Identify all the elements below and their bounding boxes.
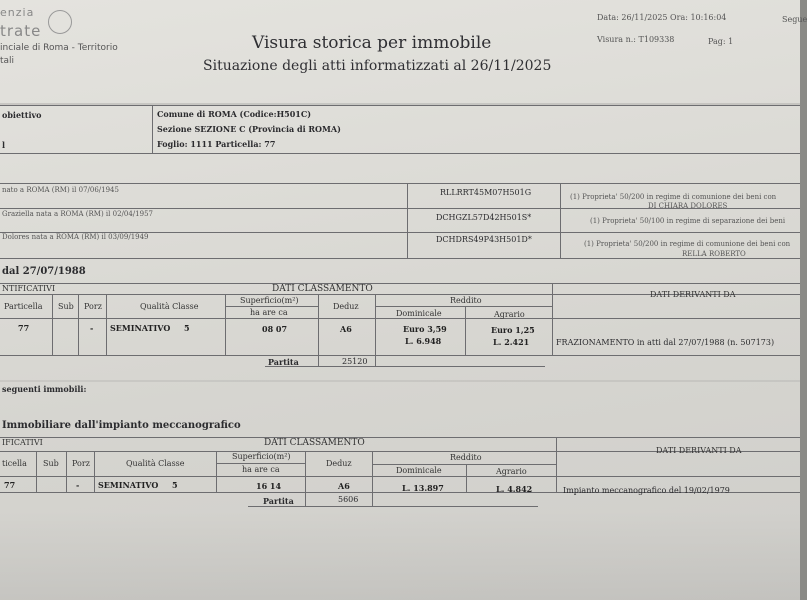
segue-label: Segue — [782, 15, 807, 24]
divider — [560, 183, 561, 258]
divider — [466, 465, 467, 492]
page-subtitle: Situazione degli atti informatizzati al 26/11/2025 — [203, 58, 552, 74]
row-derivanti: FRAZIONAMENTO in atti dal 27/07/1988 (n. 507173) — [556, 338, 775, 347]
owner-2-name: Graziella nata a ROMA (RM) il 02/04/1957 — [2, 210, 153, 218]
divider — [305, 451, 306, 506]
owner-3-name: Dolores nata a ROMA (RM) il 03/09/1949 — [2, 233, 149, 241]
row-2-porz: - — [76, 480, 80, 490]
row-2-particella: 77 — [4, 480, 16, 490]
owner-1-right-2: DI CHIARA DOLORES — [648, 202, 728, 210]
divider — [372, 464, 556, 465]
divider — [36, 451, 37, 492]
sezione: Sezione SEZIONE C (Provincia di ROMA) — [157, 124, 341, 134]
visura-number: Visura n.: T109338 — [597, 35, 675, 44]
owner-1-name: nato a ROMA (RM) il 07/06/1945 — [2, 186, 119, 194]
dati-derivanti-header: DATI DERIVANTI DA — [650, 290, 736, 299]
col-reddito: Reddito — [450, 296, 482, 305]
divider — [152, 105, 153, 153]
emblem-icon — [48, 10, 72, 34]
row-agrario-lire: L. 2.421 — [493, 337, 530, 347]
col-dominicale: Dominicale — [396, 309, 442, 318]
partita-label-2: Partita — [263, 496, 294, 506]
divider — [265, 366, 545, 367]
row-2-derivanti: Impianto meccanografico del 19/02/1979 — [563, 486, 730, 495]
col-qualita-2: Qualità Classe — [126, 459, 185, 468]
owner-3-right: (1) Proprieta' 50/200 in regime di comunione dei beni con — [584, 240, 791, 248]
row-particella: 77 — [18, 323, 30, 333]
paper-fold — [0, 380, 800, 382]
divider — [0, 437, 800, 438]
col-particella: Particella — [4, 302, 43, 311]
section-2-title: Immobiliare dall'impianto meccanografico — [2, 420, 241, 431]
row-2-classe: 5 — [172, 480, 178, 490]
divider — [465, 306, 466, 355]
col-sub-2: Sub — [43, 459, 59, 468]
divider — [0, 153, 800, 154]
divider — [52, 294, 53, 355]
divider — [375, 306, 552, 307]
col-porz: Porz — [84, 302, 102, 311]
divider — [318, 294, 319, 366]
divider — [216, 451, 217, 492]
comune: Comune di ROMA (Codice:H501C) — [157, 109, 312, 119]
divider — [372, 451, 373, 506]
logo-text-top: enzia — [0, 6, 35, 19]
row-classe: 5 — [184, 323, 190, 333]
divider — [106, 294, 107, 355]
page-shadow — [0, 510, 800, 600]
divider — [0, 355, 800, 356]
divider — [556, 437, 557, 492]
row-2-dominicale: L. 13.897 — [402, 483, 444, 493]
col-agrario: Agrario — [494, 310, 525, 319]
col-porz-2: Porz — [72, 459, 90, 468]
row-2-deduz: A6 — [338, 481, 350, 491]
owner-1-cf: RLLRRT45M07H501G — [440, 188, 532, 197]
owner-3-right-2: RELLA ROBERTO — [682, 250, 746, 258]
row-qualita: SEMINATIVO — [110, 323, 171, 333]
col-dominicale-2: Dominicale — [396, 466, 442, 475]
owner-2-cf: DCHGZL57D42H501S* — [436, 213, 532, 222]
col-deduz: Deduz — [333, 302, 359, 311]
divider — [0, 183, 800, 184]
row-agrario-euro: Euro 1,25 — [491, 325, 535, 335]
divider — [94, 451, 95, 492]
divider — [78, 294, 79, 355]
col-superficie-sub: ha are ca — [250, 308, 288, 317]
section-1-title: dal 27/07/1988 — [2, 266, 86, 277]
row-dominicale-lire: L. 6.948 — [405, 336, 442, 346]
row-dominicale-euro: Euro 3,59 — [403, 324, 447, 334]
row-deduz: A6 — [340, 324, 352, 334]
date-line: Data: 26/11/2025 Ora: 10:16:04 — [597, 13, 727, 22]
divider — [407, 183, 408, 258]
row-2-agrario: L. 4.842 — [496, 484, 533, 494]
col-qualita: Qualità Classe — [140, 302, 199, 311]
ident-header-2: IFICATIVI — [2, 438, 43, 447]
divider — [225, 306, 318, 307]
seguenti-immobili: seguenti immobili: — [2, 384, 87, 394]
col-particella-2: ticella — [2, 459, 27, 468]
row-2-superficie: 16 14 — [256, 481, 282, 491]
owner-2-right: (1) Proprieta' 50/100 in regime di separazione dei beni — [590, 217, 786, 225]
divider — [66, 451, 67, 492]
page-title: Visura storica per immobile — [252, 33, 492, 53]
divider — [225, 294, 226, 355]
dati-classamento-header-2: DATI CLASSAMENTO — [264, 438, 365, 448]
divider — [216, 463, 305, 464]
foglio-particella: Foglio: 1111 Particella: 77 — [157, 139, 276, 149]
col-superficie-2: Superficio(m²) — [232, 452, 291, 461]
divider — [375, 294, 376, 366]
dati-classamento-header: DATI CLASSAMENTO — [272, 284, 373, 294]
ident-header: NTIFICATIVI — [2, 284, 56, 293]
divider — [0, 105, 800, 106]
col-superficie-sub-2: ha are ca — [242, 465, 280, 474]
dati-derivanti-header-2: DATI DERIVANTI DA — [656, 446, 742, 455]
owner-1-right: (1) Proprieta' 50/200 in regime di comunione dei beni con — [570, 193, 777, 201]
col-deduz-2: Deduz — [326, 459, 352, 468]
owner-3-cf: DCHDRS49P43H501D* — [436, 235, 532, 244]
col-reddito-2: Reddito — [450, 453, 482, 462]
divider — [0, 318, 800, 319]
immobile-label: obiettivo — [2, 110, 42, 120]
partita-value: 25120 — [342, 357, 368, 366]
logo-text: trate — [0, 22, 42, 40]
divider — [0, 283, 800, 284]
office-line: inciale di Roma - Territorio — [0, 43, 118, 53]
divider — [248, 506, 538, 507]
row-porz: - — [90, 323, 94, 333]
immobile-label-2: l — [2, 140, 6, 150]
row-superficie: 08 07 — [262, 324, 288, 334]
page-number: Pag: 1 — [708, 37, 734, 46]
col-agrario-2: Agrario — [496, 467, 527, 476]
office-line-2: tali — [0, 56, 15, 66]
divider — [0, 476, 800, 477]
partita-label: Partita — [268, 357, 299, 367]
col-sub: Sub — [58, 302, 74, 311]
row-2-qualita: SEMINATIVO — [98, 480, 159, 490]
divider — [552, 283, 553, 355]
col-superficie: Superficio(m²) — [240, 296, 299, 305]
divider — [0, 258, 800, 259]
partita-value-2: 5606 — [338, 495, 359, 504]
